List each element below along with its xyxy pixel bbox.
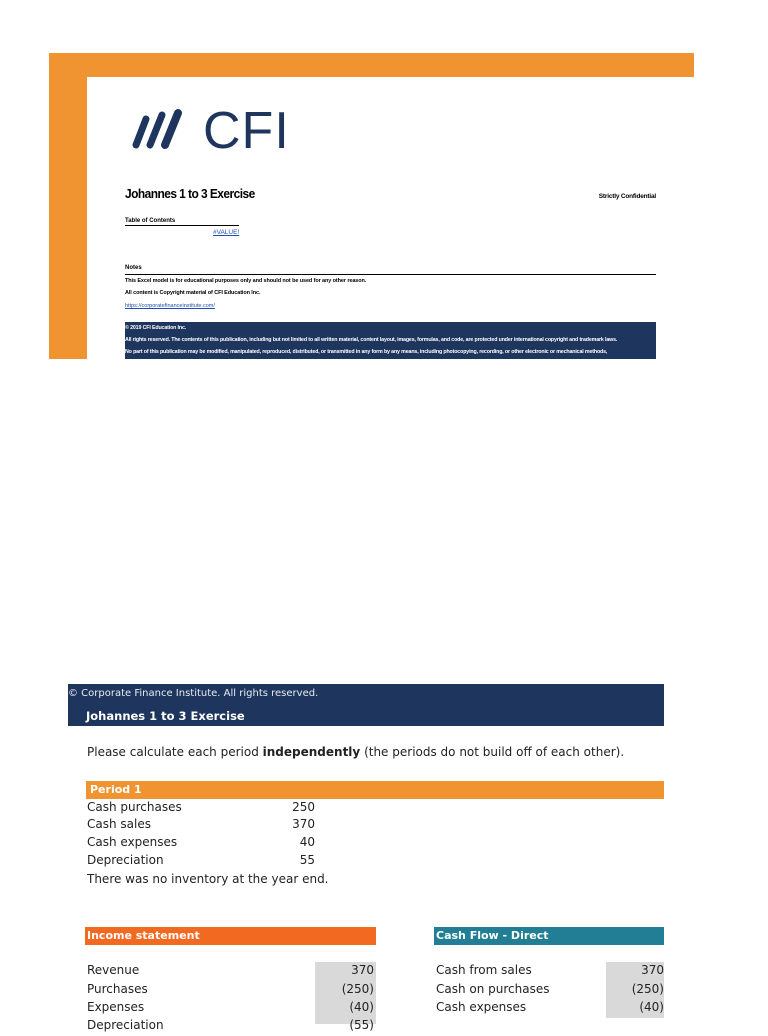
- notes-divider: [125, 274, 656, 275]
- cash-flow-row-value[interactable]: (40): [639, 1000, 664, 1014]
- period-note: [87, 872, 387, 890]
- period-row: [87, 853, 315, 871]
- instruction-text-end: (the periods do not build off of each other).: [360, 745, 625, 759]
- period-row-value: 250: [292, 800, 315, 814]
- cash-flow-title: Cash Flow - Direct: [436, 929, 549, 942]
- period-header: [86, 781, 664, 799]
- confidential-label: Strictly Confidential: [598, 193, 656, 200]
- income-row: [87, 1018, 374, 1036]
- income-statement-header: [85, 927, 376, 945]
- income-row: [87, 1000, 374, 1018]
- cash-flow-row: [436, 963, 664, 981]
- legal-notice: [125, 322, 656, 359]
- cover-top-bar: [49, 53, 694, 77]
- period-row-label: Cash sales: [87, 817, 151, 831]
- note-educational: This Excel model is for educational purposes only and should not be used for any other reason.: [125, 278, 367, 284]
- period-label: Period 1: [90, 783, 142, 796]
- cfi-logo-text: CFI: [203, 102, 290, 160]
- cash-flow-header: [434, 927, 664, 945]
- cover-sheet: [87, 77, 694, 359]
- income-row-value[interactable]: 370: [351, 963, 374, 977]
- cover-title: Johannes 1 to 3 Exercise: [125, 186, 255, 201]
- period-row-label: Cash expenses: [87, 835, 178, 849]
- income-row: [87, 963, 374, 981]
- income-row-label: Revenue: [87, 963, 140, 977]
- cash-flow-row-label: Cash on purchases: [436, 982, 550, 996]
- instruction-emphasis: independently: [262, 745, 361, 759]
- cash-flow-row-label: Cash expenses: [436, 1000, 527, 1014]
- toc-label: Table of Contents: [125, 218, 176, 224]
- legal-line-1: © 2019 CFI Education Inc.: [125, 325, 187, 331]
- legal-line-2: All rights reserved. The contents of this publication, including but not limited to all written material, content layout, images, formulas, and code, are protected under international copyright and trademark laws.: [125, 337, 618, 343]
- income-statement-title: Income statement: [87, 929, 200, 942]
- income-row-value[interactable]: (40): [349, 1000, 374, 1014]
- period-row-value: 40: [299, 835, 315, 849]
- cash-flow-row-label: Cash from sales: [436, 963, 532, 977]
- period-row: [87, 800, 315, 818]
- exercise-header: [68, 684, 664, 726]
- income-row-label: Depreciation: [87, 1018, 164, 1032]
- cash-flow-row-value[interactable]: 370: [641, 963, 664, 977]
- legal-line-3: No part of this publication may be modified, manipulated, reproduced, distributed, or transmitted in any form by any means, including photocopying, recording, or other electronic or mechanical methods,: [125, 349, 608, 355]
- income-row-value[interactable]: (250): [341, 982, 374, 996]
- toc-link[interactable]: #VALUE!: [213, 229, 240, 236]
- period-row-value: 55: [299, 853, 315, 867]
- exercise-title: Johannes 1 to 3 Exercise: [86, 709, 245, 723]
- income-row-label: Expenses: [87, 1000, 145, 1014]
- notes-label: Notes: [125, 265, 142, 271]
- period-row-label: Depreciation: [87, 853, 164, 867]
- cash-flow-row: [436, 1000, 664, 1018]
- income-row: [87, 982, 374, 1000]
- period-row: [87, 817, 315, 835]
- cover-left-bar: [49, 53, 87, 359]
- note-copyright: All content is Copyright material of CFI Education Inc.: [125, 290, 261, 296]
- income-row-label: Purchases: [87, 982, 148, 996]
- cfi-logo: [128, 102, 298, 160]
- period-row-value: 370: [292, 817, 315, 831]
- period-row: [87, 835, 315, 853]
- cfi-website-link[interactable]: https://corporatefinanceinstitute.com/: [125, 303, 215, 309]
- period-row-label: Cash purchases: [87, 800, 182, 814]
- period-note-text: There was no inventory at the year end.: [87, 872, 329, 886]
- instruction-text-start: Please calculate each period: [87, 745, 263, 759]
- cash-flow-row: [436, 982, 664, 1000]
- cash-flow-row-value[interactable]: (250): [631, 982, 664, 996]
- exercise-copyright: © Corporate Finance Institute. All rights reserved.: [68, 688, 319, 699]
- cfi-logo-stripes-icon: [128, 107, 198, 155]
- toc-divider: [125, 225, 239, 226]
- exercise-instruction: [87, 745, 624, 759]
- income-row-value[interactable]: (55): [349, 1018, 374, 1032]
